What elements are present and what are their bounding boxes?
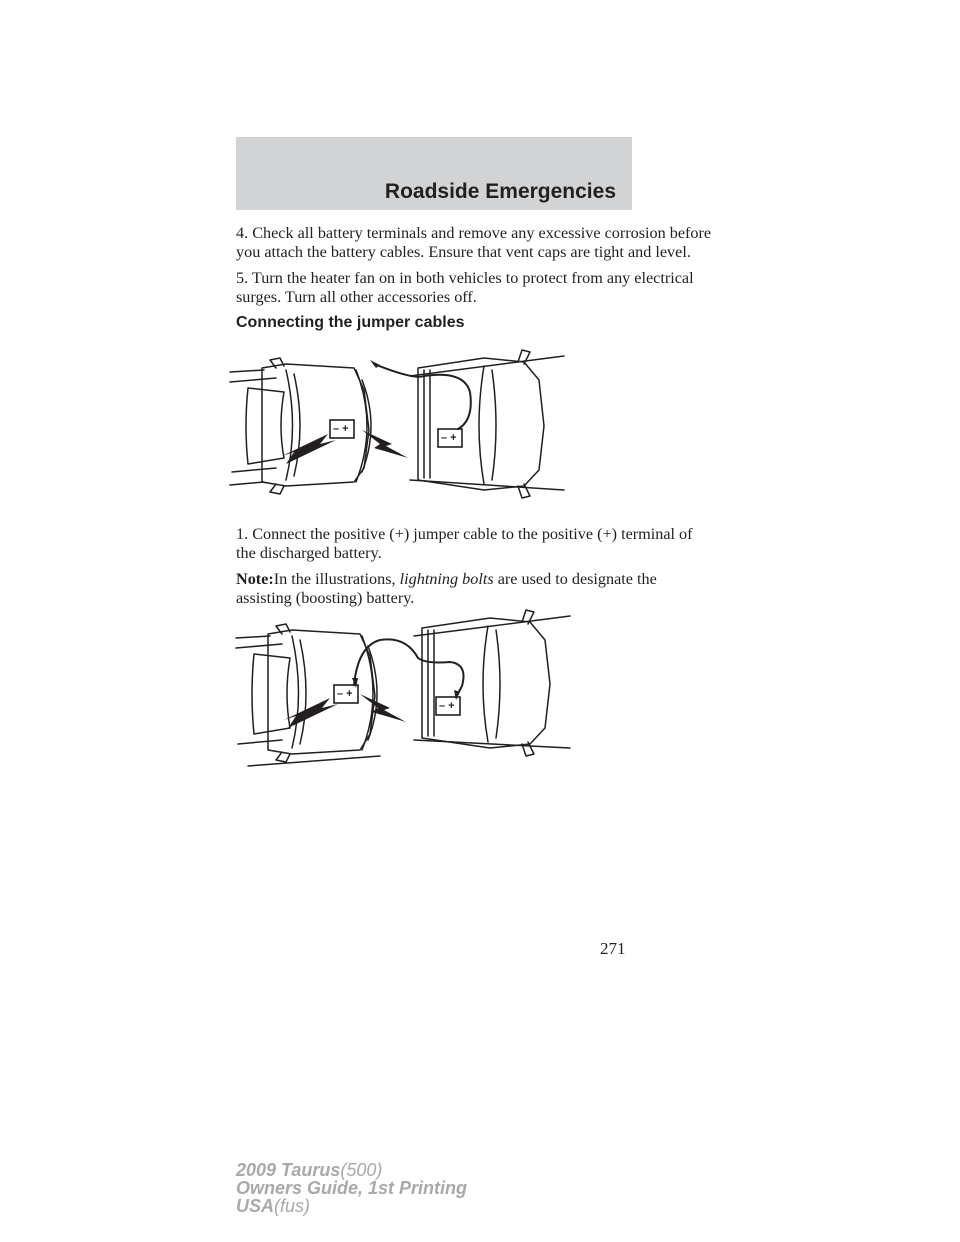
page-number: 271 [600, 939, 626, 958]
svg-text:– +: – + [337, 688, 353, 700]
section-title: Roadside Emergencies [384, 180, 616, 203]
booster-vehicle-right [414, 610, 570, 756]
jumper-cable-figure-2 [230, 606, 590, 776]
svg-text:– +: – + [441, 432, 457, 444]
svg-text:– +: – + [333, 423, 349, 435]
step-1-text: 1. Connect the positive (+) jumper cable to the positive (+) terminal of the discharged battery. [236, 525, 693, 562]
battery-discharged [334, 685, 358, 703]
battery-discharged [330, 420, 354, 438]
footer-imprint: 2009 Taurus(500) Owners Guide, 1st Printing USA(fus) [236, 1160, 468, 1216]
lightning-bolt-icon [360, 694, 406, 722]
battery-booster [438, 429, 462, 447]
step-5-text: 5. Turn the heater fan on in both vehicles to protect from any electrical surges. Turn all other accessories off. [236, 269, 694, 306]
note-text: Note:In the illustrations, lightning bolts are used to designate the assisting (boosting) battery. [236, 570, 657, 607]
svg-text:– +: – + [439, 700, 455, 712]
jumper-cable-figure-1 [224, 340, 584, 510]
booster-vehicle-right [410, 350, 564, 498]
battery-booster [436, 697, 460, 715]
lightning-bolt-icon [282, 434, 336, 464]
lightning-bolt-icon [284, 698, 338, 728]
section-heading: Connecting the jumper cables [236, 314, 465, 331]
step-4-text: 4. Check all battery terminals and remove any excessive corrosion before you attach the battery cables. Ensure that vent caps are tight and level. [236, 224, 712, 261]
section-header-band [236, 137, 632, 210]
